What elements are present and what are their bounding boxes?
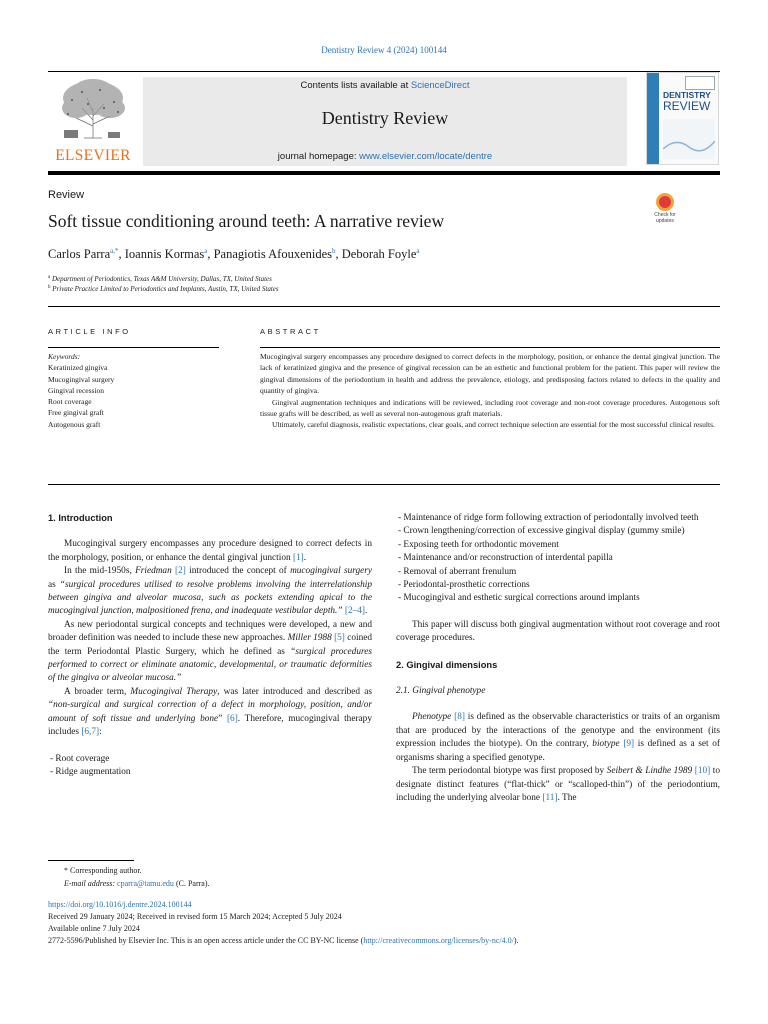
author-affiliation-link[interactable]: a xyxy=(416,247,420,255)
abstract-text xyxy=(260,351,720,431)
author-name: Carlos Parra xyxy=(48,247,111,261)
keyword: Autogenous graft xyxy=(48,419,101,429)
footnote-rule xyxy=(48,860,134,861)
author-name: Ioannis Kormas xyxy=(124,247,205,261)
citation-link[interactable]: [10] xyxy=(694,766,711,777)
list-item: - Crown lengthening/correction of excessive gingival display (gummy smile) xyxy=(398,526,685,537)
list-item: - Exposing teeth for orthodontic movement xyxy=(398,539,559,550)
paragraph: In the mid-1950s, Friedman [2] introduced the concept of mucogingival surgery as “surgical procedures utilised to resolve problems involving the interrelationship between gingiva and alveolar mucosa, such as pockets extending apical to the mucogingival junction, malpositioned frena, and inadequate vestibular depth.” [2–4]. xyxy=(48,566,373,617)
citation-link[interactable]: [5] xyxy=(334,633,345,644)
author-affiliation-link[interactable]: a,* xyxy=(110,247,119,255)
list-item: - Periodontal-prosthetic corrections xyxy=(398,580,530,591)
cover-band xyxy=(647,73,659,164)
keywords-block xyxy=(48,351,114,430)
cover-decoration-icon xyxy=(663,119,715,159)
keyword: Gingival recession xyxy=(48,385,105,395)
list-item: - Maintenance and/or reconstruction of interdental papilla xyxy=(398,553,613,564)
cover-logo-box xyxy=(685,76,715,90)
citation-link[interactable]: [2–4] xyxy=(344,606,366,617)
citation-link[interactable]: [2] xyxy=(175,566,186,577)
elsevier-logo xyxy=(48,74,138,166)
abstract-paragraph: Ultimately, careful diagnosis, realistic expectations, clear goals, and correct technique selection are essential for the most successful clinical results. xyxy=(272,420,715,430)
journal-cover-thumbnail[interactable] xyxy=(646,72,719,165)
list-item: - Maintenance of ridge form following extraction of periodontally involved teeth xyxy=(398,513,699,523)
abstract-rule xyxy=(260,347,720,348)
citation-link[interactable]: [8] xyxy=(454,712,465,723)
crossmark-label: Check for updates xyxy=(654,212,676,224)
affiliation: $^a$ Department of Periodontics, Texas A&M University, Dallas, TX, United States xyxy=(48,275,272,283)
sciencedirect-link[interactable]: ScienceDirect xyxy=(410,80,470,91)
paragraph: As new periodontal surgical concepts and techniques were developed, a new and broader definition was needed to include these new approaches. Miller 1988 [5] coined the term Periodontal Plastic Surgery, which he defined as “surgical procedures performed to correct or eliminate anatomic, developmental, or traumatic deformities of the gingiva or alveolar mucosa.” xyxy=(48,619,373,684)
therapy-list-continued xyxy=(396,512,720,606)
subsection-heading-gingival-phenotype: 2.1. Gingival phenotype xyxy=(396,686,486,697)
author-list: Carlos Parra$^{a,*}$, Ioannis Kormas$^a$, Panagiotis Afouxenides$^b$, Deborah Foyle$^a$ xyxy=(48,247,420,261)
citation-link[interactable]: [1] xyxy=(292,552,304,563)
body-right-column xyxy=(396,512,720,805)
footnotes xyxy=(64,864,209,890)
abstract-paragraph: Mucogingival surgery encompasses any procedure designed to correct defects in the morphology, position, or enhance the dental gingival junction. The lack of keratinized gingiva and the presence of gingival recession can be an esthetic and functional problem for the patient. This paper will review the gingival dimensions of the periodontium in health and address the prevalence, etiology, and predisposing factors related to defects in the quality and quantity of gingiva. xyxy=(260,352,720,396)
author-affiliation-link[interactable]: a xyxy=(204,247,208,255)
author-affiliation-link[interactable]: b xyxy=(332,247,336,255)
homepage-line: journal homepage: www.elsevier.com/locate/dentre xyxy=(277,151,493,162)
list-item: - Root coverage xyxy=(50,753,110,764)
paragraph: This paper will discuss both gingival augmentation without root coverage and root coverage procedures. xyxy=(396,619,720,644)
list-item: - Ridge augmentation xyxy=(50,766,131,777)
keyword: Free gingival graft xyxy=(48,408,104,418)
keyword: Keratinized gingiva xyxy=(48,363,108,373)
divider xyxy=(48,484,720,485)
journal-reference-link[interactable]: Dentistry Review 4 (2024) 100144 xyxy=(321,45,447,55)
available-online: Available online 7 July 2024 xyxy=(48,924,140,933)
journal-title: Dentistry Review xyxy=(321,108,449,128)
paragraph: A broader term, Mucogingival Therapy, was later introduced and described as “non-surgical and surgical correction of a defect in morphology, position, and/or amount of soft tissue and underlying bone” [6]. Therefore, mucogingival therapy includes [6,7]: xyxy=(48,686,372,738)
section-heading-introduction: 1. Introduction xyxy=(48,513,113,523)
divider xyxy=(48,306,720,307)
citation-link[interactable]: [6] xyxy=(226,713,238,724)
banner-top-rule xyxy=(48,71,720,72)
doi-link[interactable]: https://doi.org/10.1016/j.dentre.2024.100144 xyxy=(48,900,192,909)
citation-link[interactable]: [11] xyxy=(542,792,558,803)
citation-link[interactable]: [9] xyxy=(623,739,635,750)
body-left-column xyxy=(48,512,372,779)
contents-line: Contents lists available at ScienceDirect xyxy=(300,80,470,91)
license-link[interactable]: http://creativecommons.org/licenses/by-nc/4.0/ xyxy=(363,936,514,945)
article-type: Review xyxy=(48,189,85,201)
author-name: Panagiotis Afouxenides xyxy=(213,247,332,261)
cover-title-line2: REVIEW xyxy=(663,99,711,113)
email-note: E-mail address: cparra@tamu.edu (C. Parra). xyxy=(64,879,210,888)
cover-title-line1: DENTISTRY xyxy=(663,90,711,100)
email-link[interactable]: cparra@tamu.edu xyxy=(117,879,174,888)
article-info-heading: ARTICLE INFO xyxy=(48,327,131,336)
received-dates: Received 29 January 2024; Received in revised form 15 March 2024; Accepted 5 July 2024 xyxy=(48,912,342,921)
homepage-link[interactable]: www.elsevier.com/locate/dentre xyxy=(359,151,493,162)
article-info-rule xyxy=(48,347,219,348)
check-for-updates-badge[interactable] xyxy=(646,193,684,227)
crossmark-icon xyxy=(656,193,674,211)
paragraph: Mucogingival surgery encompasses any procedure designed to correct defects in the morphology, position, or enhance the dental gingival junction [1]. xyxy=(48,539,372,563)
abstract-paragraph: Gingival augmentation techniques and indications will be reviewed, including root coverage and non-root coverage procedures. Autogenous soft tissue grafts will be described, as well as several non-autogenous graft materials. xyxy=(260,397,720,419)
paragraph: The term periodontal biotype was first proposed by Seibert & Lindhe 1989 [10] to designate distinct features (“flat-thick” or “scalloped-thin”) of the periodontium, including the underlying alveolar bone [11]. The xyxy=(396,766,720,803)
citation-link[interactable]: [6,7] xyxy=(81,727,100,738)
therapy-list xyxy=(48,753,372,780)
affiliation: $^b$ Private Practice Limited to Periodontics and Implants, Austin, TX, United States xyxy=(48,285,279,293)
paragraph: Phenotype [8] is defined as the observable characteristics or traits of an organism that are produced by the interactions of the genotype and the environment (its expression includes the biotype). On the contrary, biotype [9] is defined as a set of organisms sharing a specified genotype. xyxy=(396,712,721,763)
journal-banner xyxy=(143,77,627,166)
license-line: 2772-5596/Published by Elsevier Inc. This is an open access article under the CC BY-NC license (http://creativecommons.org/licenses/by-nc/4.0/). xyxy=(48,936,519,945)
corresponding-author-note: * Corresponding author. xyxy=(64,866,142,875)
list-item: - Removal of aberrant frenulum xyxy=(398,566,517,577)
keyword: Mucogingival surgery xyxy=(48,374,115,384)
article-title: Soft tissue conditioning around teeth: A narrative review xyxy=(48,211,445,231)
keyword: Root coverage xyxy=(48,397,92,407)
elsevier-wordmark: ELSEVIER xyxy=(55,147,131,164)
abstract-heading: ABSTRACT xyxy=(260,327,321,336)
section-heading-gingival-dimensions: 2. Gingival dimensions xyxy=(396,659,498,670)
banner-bottom-rule xyxy=(48,171,720,175)
list-item: - Mucogingival and esthetic surgical corrections around implants xyxy=(398,593,640,604)
elsevier-tree-icon xyxy=(54,78,132,140)
author-name: Deborah Foyle xyxy=(341,247,417,261)
keywords-label: Keywords: xyxy=(48,352,81,361)
